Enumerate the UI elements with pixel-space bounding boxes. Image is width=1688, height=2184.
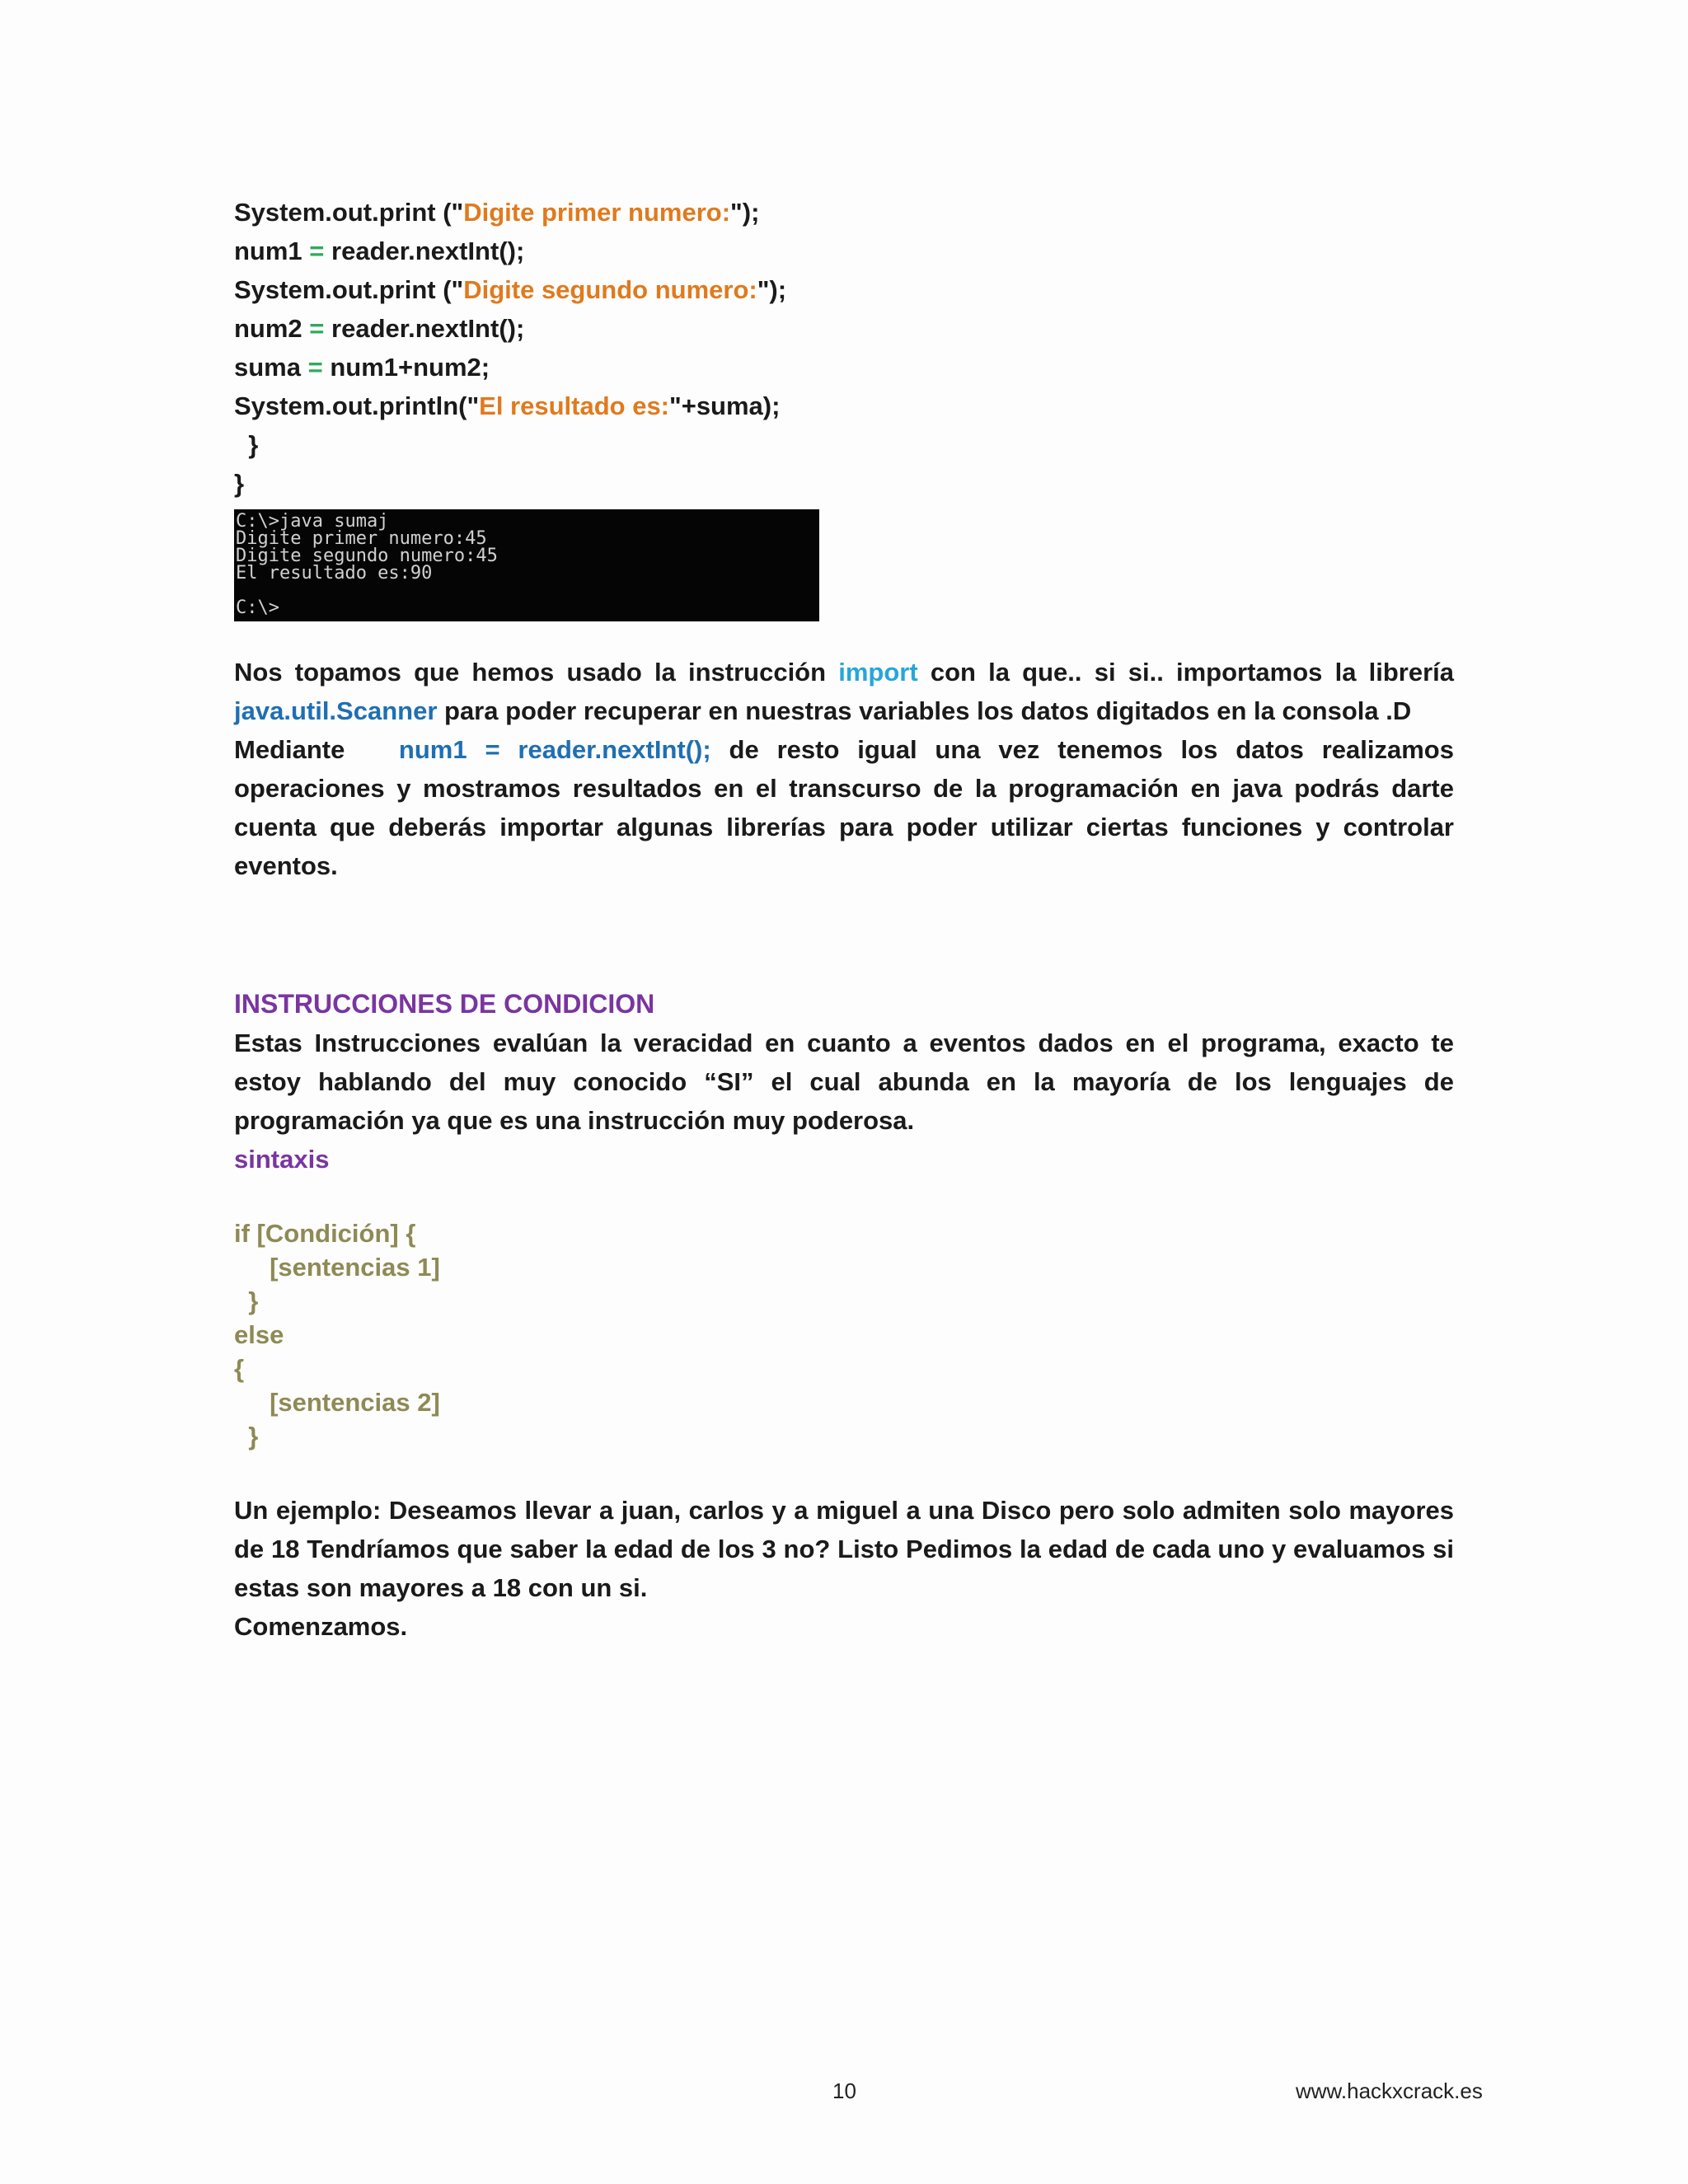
explanation-paragraph xyxy=(234,653,1454,885)
paragraph-text: para poder recuperar en nuestras variables los datos digitados en la consola .D xyxy=(437,696,1412,725)
paragraph-text: con la que.. si si.. importamos la librería xyxy=(917,658,1454,687)
section-paragraph: Estas Instrucciones evalúan la veracidad en cuanto a eventos dados en el programa, exacto te estoy hablando del muy conocido “SI” el cual abunda en la mayoría de los lenguajes de programación ya que es una instrucción muy poderosa. xyxy=(234,1029,1454,1135)
spacer xyxy=(234,1179,1454,1216)
syntax-line: { xyxy=(234,1354,245,1383)
operator: = xyxy=(307,353,323,382)
console-line: Digite segundo numero:45 xyxy=(236,546,498,566)
section-heading: INSTRUCCIONES DE CONDICION xyxy=(234,989,655,1019)
syntax-label: sintaxis xyxy=(234,1145,330,1174)
scanner-library: java.util.Scanner xyxy=(234,696,438,725)
string-literal: El resultado es: xyxy=(479,391,670,420)
document-body xyxy=(234,193,1454,1646)
example-paragraph: Un ejemplo: Deseamos llevar a juan, carlos y a miguel a una Disco pero solo admiten solo mayores de 18 Tendríamos que saber la edad de los 3 no? Listo Pedimos la edad de cada uno y evaluamos si estas son mayores a 18 con un si. xyxy=(234,1496,1454,1602)
paragraph-text: Nos topamos que hemos usado la instrucción xyxy=(234,658,839,687)
inline-code: num1 = reader.nextInt(); xyxy=(398,735,711,764)
code-line xyxy=(234,348,1454,387)
operator: = xyxy=(309,237,325,265)
code-text: num2 xyxy=(234,314,310,343)
string-literal: Digite primer numero: xyxy=(463,198,731,227)
syntax-line: else xyxy=(234,1320,284,1349)
syntax-line: } xyxy=(234,1286,259,1315)
syntax-line: if [Condición] { xyxy=(234,1219,416,1248)
code-line xyxy=(234,270,1454,309)
code-text: System.out.print (" xyxy=(234,275,464,304)
code-text: System.out.print (" xyxy=(234,198,464,227)
code-text: suma xyxy=(234,353,308,382)
string-literal: Digite segundo numero: xyxy=(463,275,757,304)
operator: = xyxy=(309,314,325,343)
code-line xyxy=(234,309,1454,348)
console-line: Digite primer numero:45 xyxy=(236,528,487,549)
code-text: reader.nextInt(); xyxy=(324,237,525,265)
paragraph-text: Mediante xyxy=(234,735,399,764)
code-block xyxy=(234,193,1454,503)
paragraph-text: de resto igual una vez tenemos los datos realizamos operaciones y mostramos resultados en el transcurso de la programación en java podrás darte cuenta que deberás importar algunas librerías para poder utilizar ciertas funciones y controlar eventos. xyxy=(234,735,1454,880)
code-line: } xyxy=(234,469,245,498)
code-text: num1+num2; xyxy=(322,353,490,382)
syntax-line: } xyxy=(234,1422,259,1451)
console-screenshot xyxy=(234,509,819,621)
code-text: "); xyxy=(730,198,760,227)
console-line: El resultado es:90 xyxy=(236,563,433,583)
syntax-line: [sentencias 1] xyxy=(234,1253,440,1282)
console-line: C:\>java sumaj xyxy=(236,511,389,532)
syntax-line: [sentencias 2] xyxy=(234,1388,440,1417)
code-text: num1 xyxy=(234,237,310,265)
spacer xyxy=(234,885,1454,984)
code-line xyxy=(234,387,1454,425)
console-prompt: C:\> xyxy=(236,598,279,618)
code-line xyxy=(234,193,1454,232)
closing-line: Comenzamos. xyxy=(234,1612,408,1641)
code-text: reader.nextInt(); xyxy=(324,314,525,343)
spacer xyxy=(234,1453,1454,1491)
code-text: "); xyxy=(757,275,787,304)
code-line xyxy=(234,232,1454,270)
import-keyword: import xyxy=(838,658,918,687)
code-line: } xyxy=(234,430,259,459)
code-text: System.out.println(" xyxy=(234,391,480,420)
page-number: 10 xyxy=(832,2079,856,2103)
code-text: "+suma); xyxy=(669,391,781,420)
console-blank-line xyxy=(236,582,818,599)
syntax-block xyxy=(234,1216,1454,1453)
footer-site: www.hackxcrack.es xyxy=(1296,2079,1483,2103)
